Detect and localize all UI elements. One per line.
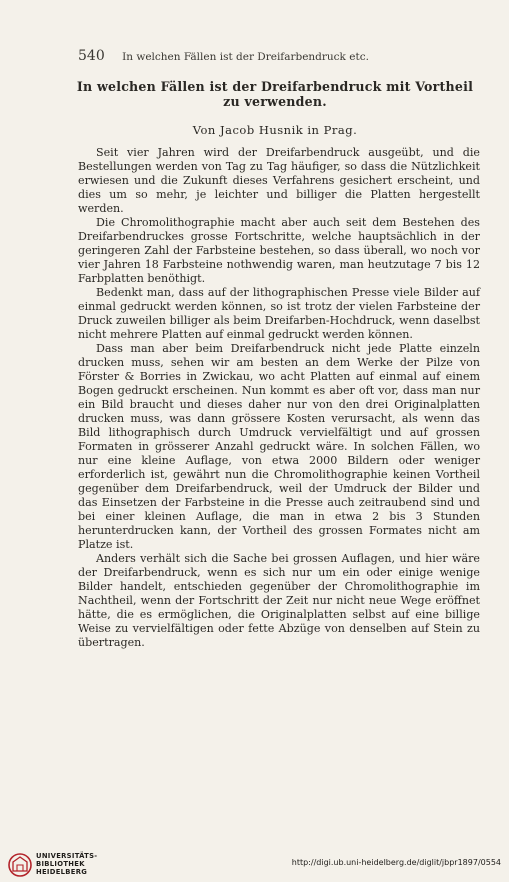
library-name-line: BIBLIOTHEK [36,860,85,868]
library-name-line: UNIVERSITÄTS- [36,852,98,860]
digitization-footer [0,848,509,882]
article-title-line: In welchen Fällen ist der Dreifarbendruck mit Vortheil [76,79,474,94]
library-name [36,852,97,876]
library-name-line: HEIDELBERG [36,868,88,876]
body-paragraph: Bedenkt man, dass auf der lithographischen Presse viele Bilder auf einmal gedruckt werden können, so ist trotz der vielen Farbsteine der Druck zuweilen billiger als beim Dreifarben-Hochdruck, wenn daselbst nicht mehrere Platten auf einmal gedruckt werden können. [78,286,480,341]
article-title [70,79,480,109]
library-seal-icon [8,852,32,878]
source-url-link[interactable]: http://digi.ub.uni-heidelberg.de/diglit/jbpr1897/0554 [291,858,501,867]
article-author: Von Jacob Husnik in Prag. [192,123,358,137]
page-number: 540 [78,48,105,64]
running-header [78,48,478,64]
article-body [78,146,480,650]
running-title: In welchen Fällen ist der Dreifarbendruck etc. [122,51,369,63]
body-paragraph: Anders verhält sich die Sache bei grossen Auflagen, und hier wäre der Dreifarbendruck, wenn es sich nur um ein oder einige wenige Bilder handelt, entschieden gegenüber der Chromolithographie im Nachtheil, wenn der Fortschritt der Zeit nur nicht neue Wege eröffnet hätte, die es ermöglichen, die Originalplatten selbst auf eine billige Weise zu vervielfältigen oder fette Abzüge von denselben auf Stein zu übertragen. [78,552,480,649]
body-paragraph: Seit vier Jahren wird der Dreifarbendruck ausgeübt, und die Bestellungen werden von Tag zu Tag häufiger, so dass die Nützlichkeit erwiesen und die Zukunft dieses Verfahrens gesichert erscheint, und dies um so mehr, je leichter und billiger die Platten hergestellt werden. [78,146,480,215]
article-title-line: zu verwenden. [223,94,327,109]
body-paragraph: Dass man aber beim Dreifarbendruck nicht jede Platte einzeln drucken muss, sehen wir am besten an dem Werke der Pilze von Förster & Borries in Zwickau, wo acht Platten auf einmal auf einem Bogen gedruckt erscheinen. Nun kommt es aber oft vor, dass man nur ein Bild braucht und dieses daher nur von den drei Originalplatten drucken muss, was dann grössere Kosten verursacht, als wenn das Bild lithographisch durch Umdruck vervielfältigt und auf grossen Formaten in grösserer Anzahl gedruckt wäre. In solchen Fällen, wo nur eine kleine Auflage, von etwa 2000 Bildern oder weniger erforderlich ist, gewährt nun die Chromolithographie keinen Vortheil gegenüber dem Dreifarbendruck, weil der Umdruck der Bilder und das Einsetzen der Farbsteine in die Presse auch zeitraubend sind und bei einer kleinen Auflage, die man in etwa 2 bis 3 Stunden herunterdrucken kann, der Vortheil des grossen Formates nicht am Platze ist. [78,342,480,551]
body-paragraph: Die Chromolithographie macht aber auch seit dem Bestehen des Dreifarbendruckes grosse Fortschritte, welche hauptsächlich in der geringeren Zahl der Farbsteine bestehen, so dass überall, wo noch vor vier Jahren 18 Farbsteine nothwendig waren, man heutzutage 7 bis 12 Farbplatten benöthigt. [78,216,480,285]
